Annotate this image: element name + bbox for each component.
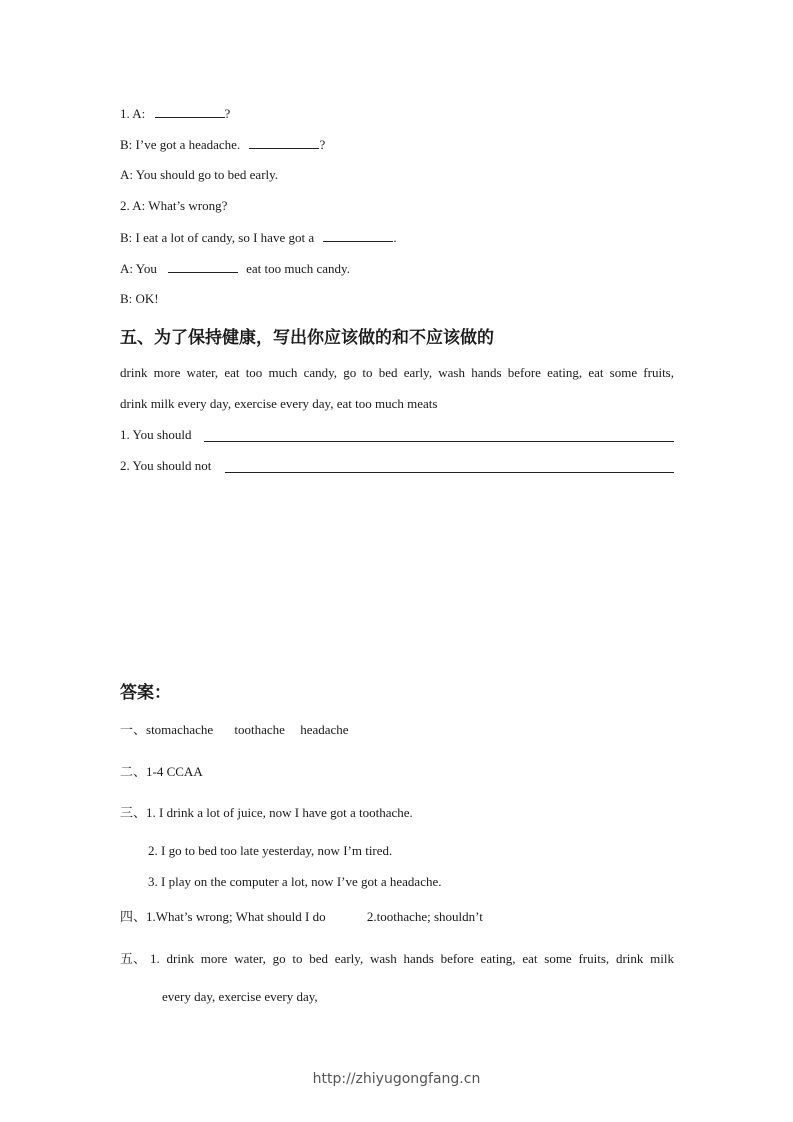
answer-line-should-not[interactable]	[225, 472, 674, 473]
answer-5-line-1: 1. drink more water, go to bed early, wash hands before eating, eat some fruits, drink milk	[150, 951, 674, 966]
answer-text: 1-4 CCAA	[146, 764, 203, 779]
answer-1	[120, 722, 349, 738]
dialogue-line-4: 2. A: What’s wrong?	[120, 198, 228, 213]
answer-text: 2.toothache; shouldn’t	[366, 909, 483, 924]
fill-blank[interactable]	[323, 229, 393, 242]
answer-label-should: 1. You should	[120, 427, 192, 442]
answer-3	[120, 805, 413, 821]
dialogue-text: 1. A:	[120, 106, 146, 121]
fill-blank[interactable]	[168, 260, 238, 273]
answer-4	[120, 909, 483, 925]
dialogue-line-5	[120, 229, 397, 246]
answer-text: 1. I drink a lot of juice, now I have got a toothache.	[146, 805, 413, 820]
word-bank-line-2: drink milk every day, exercise every day, eat too much meats	[120, 396, 438, 411]
dialogue-text: B: I eat a lot of candy, so I have got a	[120, 230, 315, 245]
answer-number: 二、	[120, 764, 147, 779]
answer-line-should[interactable]	[204, 441, 674, 442]
fill-blank[interactable]	[249, 136, 319, 149]
answer-item: toothache	[234, 722, 285, 737]
dialogue-line-6	[120, 260, 350, 277]
answer-2	[120, 764, 203, 780]
dialogue-text: B: I’ve got a headache.	[120, 137, 241, 152]
dialogue-text: eat too much candy.	[246, 261, 350, 276]
answer-text: 1.What’s wrong; What should I do	[146, 909, 326, 924]
answer-item: headache	[300, 722, 349, 737]
answer-5-number: 五、	[120, 951, 147, 966]
dialogue-line-7: B: OK!	[120, 291, 159, 306]
fill-blank[interactable]	[155, 105, 225, 118]
dialogue-line-1	[120, 105, 230, 122]
answers-title: 答案：	[120, 683, 171, 703]
answer-item: stomachache	[146, 722, 214, 737]
dialogue-line-3: A: You should go to bed early.	[120, 167, 279, 182]
answer-5-line-2: every day, exercise every day,	[162, 989, 318, 1004]
dialogue-text: .	[393, 230, 397, 245]
section-5-title: 五、为了保持健康，写出你应该做的和不应该做的	[120, 328, 494, 348]
dialogue-text: ?	[319, 137, 326, 152]
answer-number: 三、	[120, 805, 147, 820]
dialogue-text: ?	[224, 106, 231, 121]
answer-number: 一、	[120, 722, 147, 737]
answer-label-should-not: 2. You should not	[120, 458, 212, 473]
dialogue-text: A: You	[120, 261, 157, 276]
word-bank-line-1: drink more water, eat too much candy, go to bed early, wash hands before eating, eat some fruits,	[120, 365, 674, 380]
answer-3-line-3: 3. I play on the computer a lot, now I’ve got a headache.	[148, 874, 442, 889]
answer-3-line-2: 2. I go to bed too late yesterday, now I’m tired.	[148, 843, 393, 858]
footer-url: http://zhiyugongfang.cn	[312, 1071, 481, 1087]
dialogue-line-2	[120, 136, 325, 153]
answer-number: 四、	[120, 909, 147, 924]
